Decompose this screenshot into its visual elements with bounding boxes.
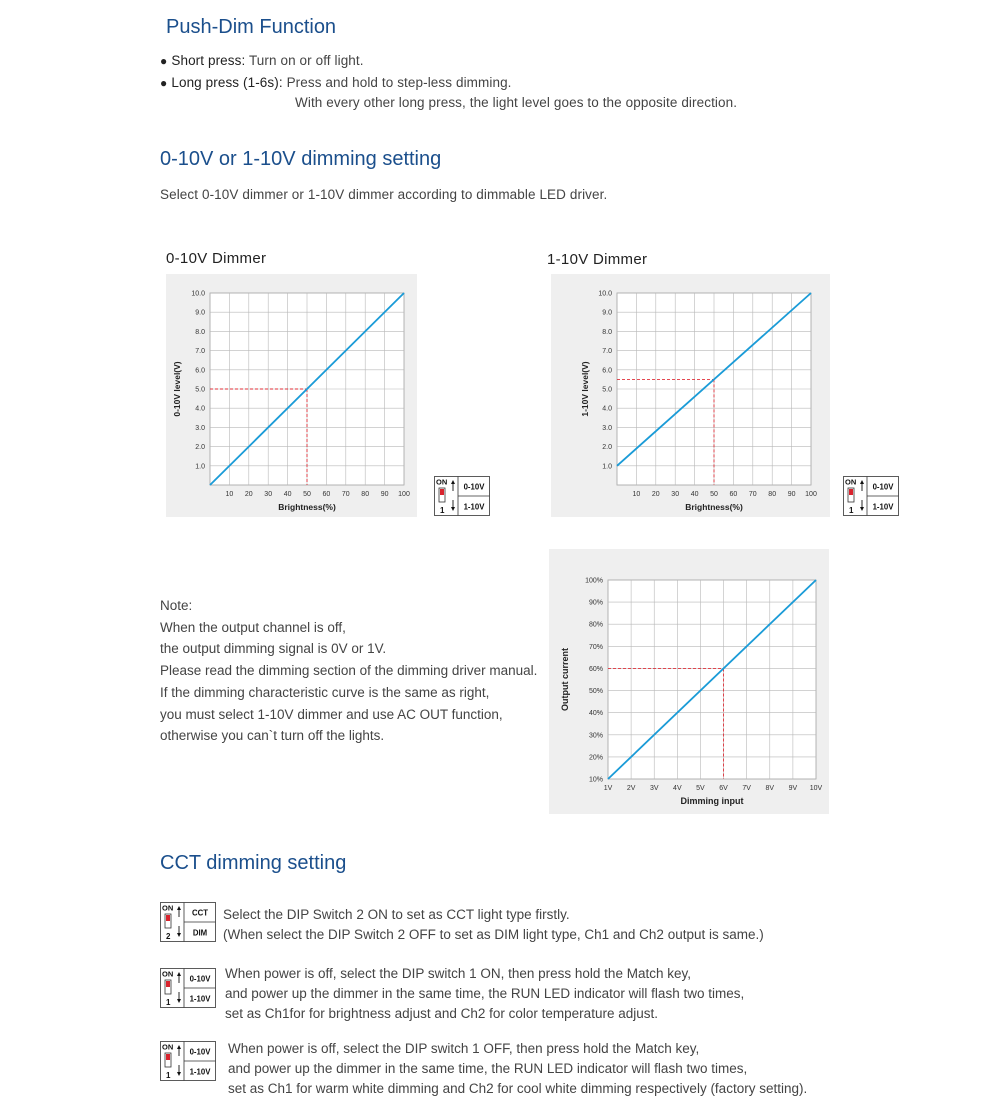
cct-line: (When select the DIP Switch 2 OFF to set as DIM light type, Ch1 and Ch2 output is same.) [223, 927, 764, 942]
y-tick-label: 10% [588, 776, 603, 784]
chart-output-current [549, 549, 829, 814]
y-tick-label: 6.0 [602, 367, 612, 375]
x-tick-label: 90 [380, 491, 389, 498]
short-press-row [160, 53, 364, 68]
dip-switch-on-icon [160, 968, 216, 1013]
y-tick-label: 7.0 [602, 348, 612, 356]
y-tick-label: 3.0 [195, 424, 205, 432]
dip-knob [440, 489, 444, 495]
chart-svg [549, 549, 829, 814]
y-tick-label: 20% [588, 754, 603, 762]
cct-line: and power up the dimmer in the same time, the RUN LED indicator will flash two times, [228, 1061, 748, 1076]
dip-switch-off-icon [160, 1041, 216, 1086]
dip-on-label: ON [162, 903, 174, 913]
x-tick-label: 50 [710, 491, 718, 498]
x-tick-label: 7V [742, 785, 751, 792]
y-tick-label: 3.0 [602, 424, 612, 432]
x-tick-label: 70 [748, 491, 757, 498]
x-tick-label: 20 [244, 491, 253, 498]
y-tick-label: 70% [588, 643, 603, 651]
x-tick-label: 60 [729, 491, 738, 498]
dip-switch-1-10v-icon [843, 476, 899, 521]
x-tick-label: 3V [649, 785, 659, 792]
dip-on-label: ON [845, 477, 857, 487]
x-tick-label: 5V [696, 785, 705, 792]
y-tick-label: 6.0 [195, 367, 205, 375]
x-tick-label: 100 [805, 491, 817, 498]
note-line: When the output channel is off, [160, 619, 346, 635]
long-press-text: Press and hold to step-less dimming. [286, 75, 512, 90]
y-tick-label: 2.0 [602, 444, 612, 452]
dip-switch-0-10v-icon [434, 476, 490, 521]
y-tick-label: 8.0 [602, 328, 612, 336]
x-tick-label: 60 [322, 491, 331, 498]
y-tick-label: 10.0 [191, 290, 205, 298]
dip-switch-svg [843, 476, 899, 516]
cct-line: When power is off, select the DIP switch 1 ON, then press hold the Match key, [225, 966, 691, 981]
dip-switch-svg [160, 1041, 216, 1081]
long-press-text-2: With every other long press, the light level goes to the opposite direction. [295, 95, 738, 110]
x-tick-label: 2V [626, 785, 636, 792]
dip-knob [849, 489, 853, 495]
y-axis-label: 0-10V level(V) [172, 361, 182, 417]
dip-knob [166, 981, 170, 987]
x-axis-label: Dimming input [680, 796, 744, 806]
short-press-label: Short press: [171, 53, 246, 68]
note-block [160, 595, 537, 747]
dip-switch-svg [160, 968, 216, 1008]
y-tick-label: 9.0 [602, 309, 612, 317]
x-tick-label: 6V [719, 785, 728, 792]
y-tick-label: 90% [588, 599, 603, 607]
dip-number-label: 1 [166, 998, 171, 1007]
chart-svg [551, 274, 830, 517]
dimming-setting-desc: Select 0-10V dimmer or 1-10V dimmer according to dimmable LED driver. [160, 187, 608, 202]
bullet-icon: ● [160, 76, 168, 90]
note-line: the output dimming signal is 0V or 1V. [160, 641, 387, 657]
x-tick-label: 8V [765, 785, 775, 792]
dimming-setting-title: 0-10V or 1-10V dimming setting [160, 148, 442, 170]
x-tick-label: 30 [264, 491, 273, 498]
x-tick-label: 10 [632, 491, 641, 498]
note-line: otherwise you can`t turn off the lights. [160, 728, 385, 744]
dip-number-label: 1 [849, 506, 854, 515]
note-line: If the dimming characteristic curve is the same as right, [160, 684, 490, 700]
x-tick-label: 30 [671, 491, 680, 498]
cct-line: and power up the dimmer in the same time, the RUN LED indicator will flash two times, [225, 986, 745, 1001]
x-tick-label: 90 [787, 491, 796, 498]
x-tick-label: 100 [398, 491, 410, 498]
dip-option-top: 0-10V [189, 1047, 211, 1057]
chart1-title: 0-10V Dimmer [166, 250, 267, 267]
cct-block-2 [225, 964, 744, 1024]
y-tick-label: 100% [585, 577, 603, 585]
x-tick-label: 40 [690, 491, 699, 498]
y-tick-label: 4.0 [602, 405, 612, 413]
dip-option-top: 0-10V [872, 482, 894, 492]
y-tick-label: 60% [588, 665, 603, 673]
push-dim-title: Push-Dim Function [166, 16, 337, 38]
short-press-text: Turn on or off light. [248, 53, 364, 68]
x-tick-label: 40 [283, 491, 292, 498]
dip-switch-cct-icon [160, 902, 216, 947]
x-tick-label: 20 [651, 491, 660, 498]
y-tick-label: 4.0 [195, 405, 205, 413]
x-tick-label: 70 [341, 491, 350, 498]
cct-line: set as Ch1 for warm white dimming and Ch2 for cool white dimming respectively (factory setting). [228, 1081, 808, 1096]
y-tick-label: 40% [588, 710, 603, 718]
y-tick-label: 5.0 [602, 386, 612, 394]
dip-number-label: 1 [166, 1071, 171, 1080]
y-tick-label: 30% [588, 732, 603, 740]
dip-option-top: 0-10V [463, 482, 485, 492]
y-tick-label: 1.0 [602, 463, 612, 471]
cct-line: When power is off, select the DIP switch 1 OFF, then press hold the Match key, [228, 1041, 700, 1056]
cct-line: Select the DIP Switch 2 ON to set as CCT light type firstly. [223, 907, 570, 922]
y-axis-label: Output current [560, 648, 570, 711]
dip-option-bottom: 1-10V [463, 502, 485, 512]
cct-title: CCT dimming setting [160, 852, 347, 874]
y-tick-label: 50% [588, 688, 603, 696]
y-tick-label: 1.0 [195, 463, 205, 471]
long-press-label: Long press (1-6s): [171, 75, 283, 90]
dip-switch-svg [160, 902, 216, 942]
note-line: Please read the dimming section of the dimming driver manual. [160, 663, 538, 679]
dip-number-label: 1 [440, 506, 445, 515]
cct-block-1 [223, 905, 764, 945]
long-press-row [160, 75, 512, 90]
chart-0-10v [166, 274, 417, 517]
x-tick-label: 4V [673, 785, 682, 792]
cct-block-3 [228, 1039, 807, 1099]
y-tick-label: 7.0 [195, 348, 205, 356]
x-tick-label: 80 [768, 491, 777, 498]
y-tick-label: 80% [588, 621, 603, 629]
y-tick-label: 2.0 [195, 444, 205, 452]
y-tick-label: 10.0 [598, 290, 612, 298]
x-tick-label: 80 [361, 491, 370, 498]
chart-svg [166, 274, 417, 517]
dip-option-top: 0-10V [189, 974, 211, 984]
dip-option-bottom: 1-10V [872, 502, 894, 512]
dip-on-label: ON [162, 969, 174, 979]
dip-switch-svg [434, 476, 490, 516]
x-tick-label: 50 [303, 491, 311, 498]
chart-1-10v [551, 274, 830, 517]
y-tick-label: 8.0 [195, 328, 205, 336]
x-tick-label: 10 [225, 491, 234, 498]
x-axis-label: Brightness(%) [685, 502, 743, 512]
note-line: Note: [160, 598, 193, 613]
bullet-icon: ● [160, 54, 168, 68]
x-tick-label: 9V [788, 785, 798, 792]
dip-knob [166, 915, 170, 921]
chart2-title: 1-10V Dimmer [547, 251, 648, 268]
dip-on-label: ON [162, 1042, 174, 1052]
dip-option-bottom: 1-10V [189, 1067, 211, 1077]
dip-on-label: ON [436, 477, 448, 487]
x-tick-label: 10V [809, 785, 823, 792]
y-axis-label: 1-10V level(V) [580, 361, 590, 417]
y-tick-label: 9.0 [195, 309, 205, 317]
cct-line: set as Ch1for for brightness adjust and Ch2 for color temperature adjust. [225, 1006, 658, 1021]
dip-knob [166, 1054, 170, 1060]
y-tick-label: 5.0 [195, 386, 205, 394]
x-axis-label: Brightness(%) [278, 502, 336, 512]
dip-option-bottom: 1-10V [189, 994, 211, 1004]
dip-option-bottom: DIM [192, 928, 208, 938]
dip-number-label: 2 [166, 932, 171, 941]
x-tick-label: 1V [603, 785, 613, 792]
dip-option-top: CCT [191, 908, 209, 918]
note-line: you must select 1-10V dimmer and use AC OUT function, [160, 706, 503, 722]
